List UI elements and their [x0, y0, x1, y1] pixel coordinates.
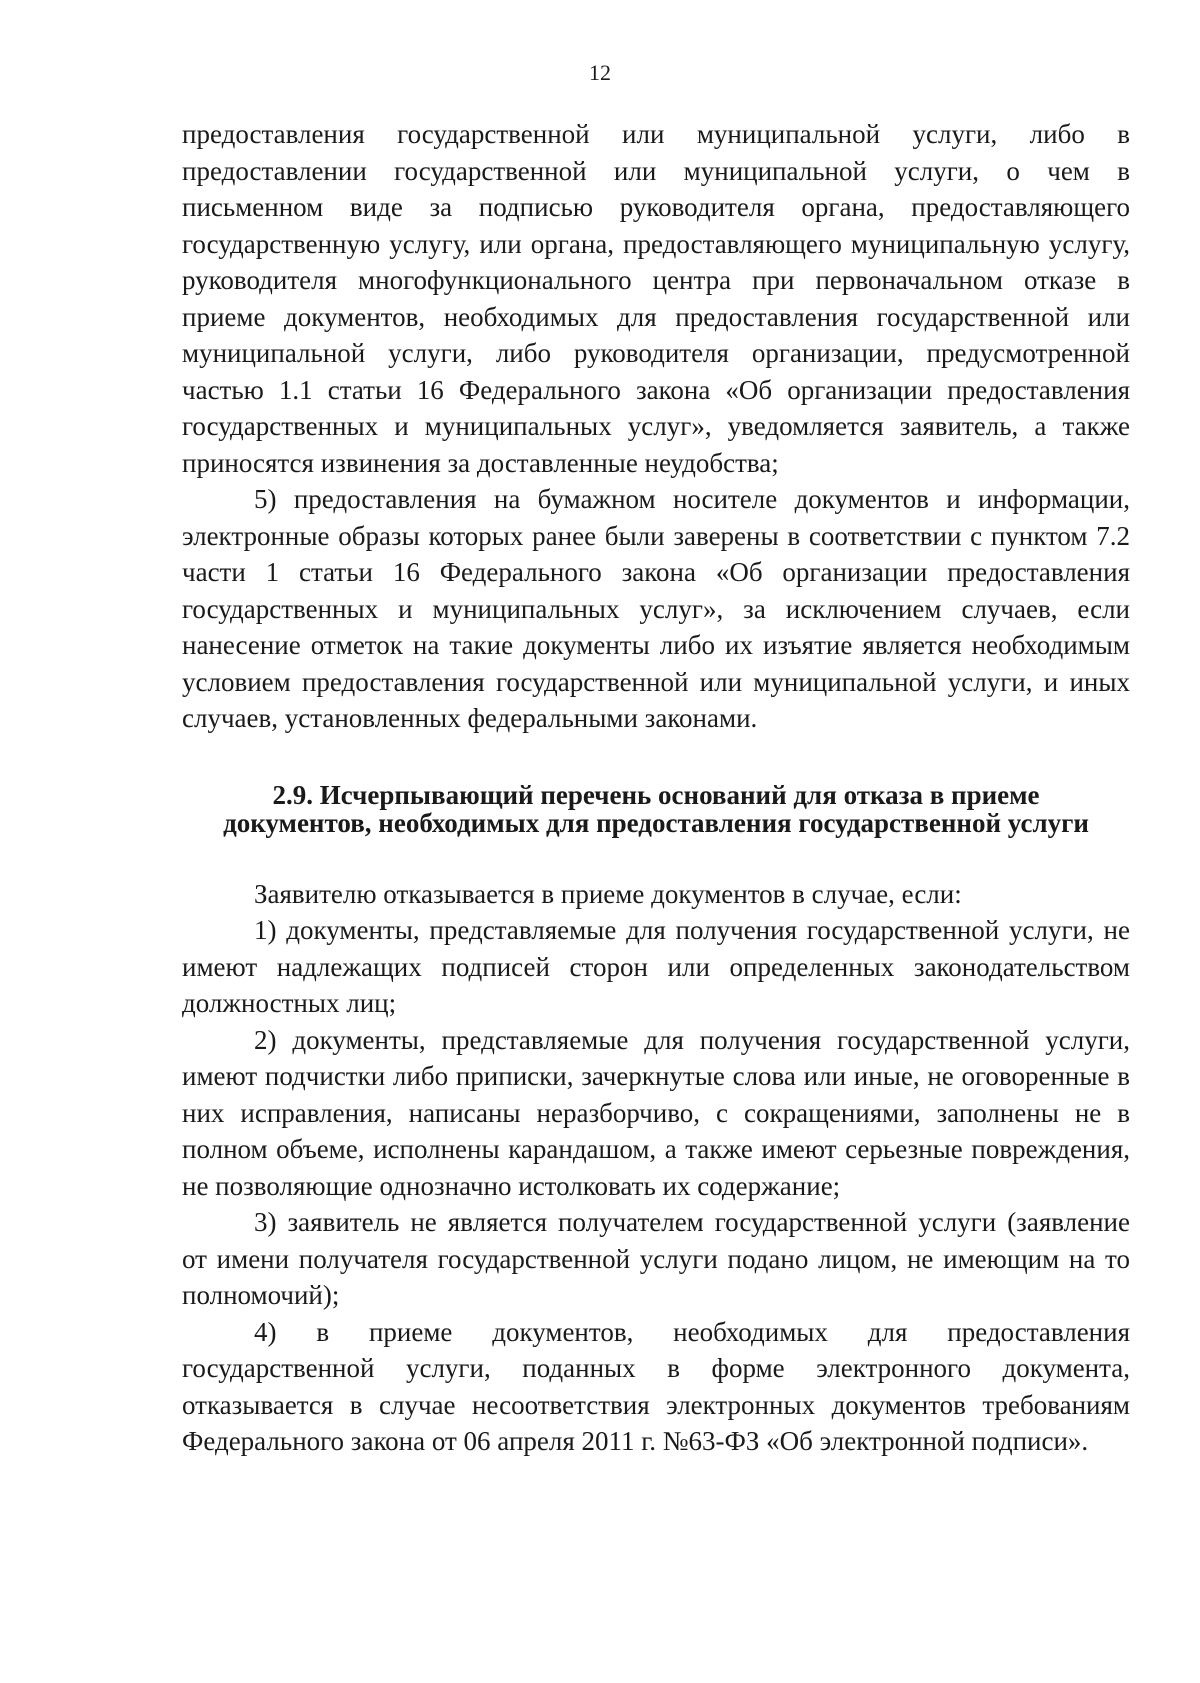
page-number: 12 — [589, 60, 611, 85]
list-item-2: 2) документы, представляемые для получения государственной услуги, имеют подчистки либо приписки, зачеркнутые слова или иные, не оговоренные в них исправления, написаны неразборчиво, с сокращениями, заполнены не в полном объеме, исполнены карандашом, а также имеют серьезные повреждения, не позволяющие однозначно истолковать их содержание; — [182, 1024, 1130, 1201]
document-body — [182, 116, 1130, 1460]
section-intro: Заявителю отказывается в приеме документов в случае, если: — [254, 878, 962, 909]
section-heading-line-1: 2.9. Исчерпывающий перечень оснований для отказа в приеме — [272, 779, 1040, 810]
section-heading-line-2: документов, необходимых для предоставления государственной услуги — [223, 807, 1089, 838]
list-item-3: 3) заявитель не является получателем государственной услуги (заявление от имени получателя государственной услуги подано лицом, не имеющим на то полномочий); — [182, 1207, 1130, 1310]
list-item-1: 1) документы, представляемые для получения государственной услуги, не имеют надлежащих подписей сторон или определенных законодательством должностных лиц; — [182, 915, 1130, 1018]
paragraph-item-5: 5) предоставления на бумажном носителе документов и информации, электронные образы которых ранее были заверены в соответствии с пунктом 7.2 части 1 статьи 16 Федерального закона «Об организации предоставления государственных и муниципальных услуг», за исключением случаев, если нанесение отметок на такие документы либо их изъятие является необходимым условием предоставления государственной или муниципальной услуги, и иных случаев, установленных федеральными законами. — [182, 484, 1130, 733]
section-heading — [182, 781, 1130, 837]
list-item-4: 4) в приеме документов, необходимых для предоставления государственной услуги, поданных в форме электронного документа, отказывается в случае несоответствия электронных документов требованиям Федерального закона от 06 апреля 2011 г. №63-ФЗ «Об электронной подписи». — [182, 1316, 1130, 1456]
paragraph-continuation: предоставления государственной или муниципальной услуги, либо в предоставлении государственной или муниципальной услуги, о чем в письменном виде за подписью руководителя органа, предоставляющего государственную услугу, или органа, предоставляющего муниципальную услугу, руководителя многофункционального центра при первоначальном отказе в приеме документов, необходимых для предоставления государственной или муниципальной услуги, либо руководителя организации, предусмотренной частью 1.1 статьи 16 Федерального закона «Об организации предоставления государственных и муниципальных услуг», уведомляется заявитель, а также приносятся извинения за доставленные неудобства; — [182, 119, 1130, 478]
